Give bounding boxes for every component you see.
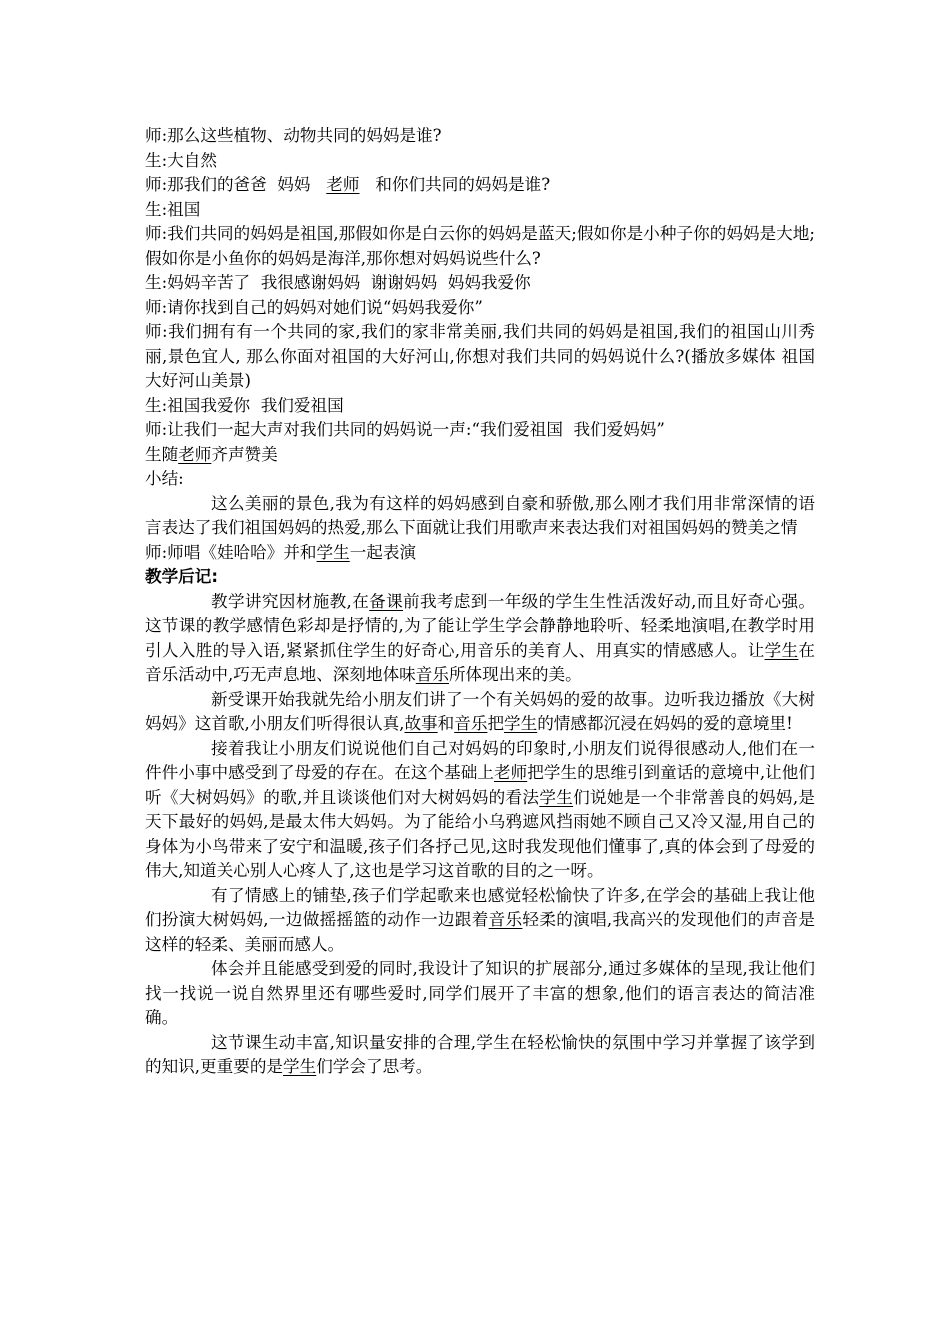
dialogue-line xyxy=(145,271,815,296)
dialogue-line xyxy=(145,443,815,468)
dialogue-text: 小结: xyxy=(145,469,184,488)
paragraph-text: 的情感都沉浸在妈妈的爱的意境里! xyxy=(537,714,793,733)
dialogue-text: 师:我们共同的妈妈是祖国,那假如你是白云你的妈妈是蓝天;假如你是小种子你的妈妈是大地;假如你是小鱼你的妈妈是海洋,那你想对妈妈说些什么? xyxy=(145,224,815,268)
section-heading: 教学后记: xyxy=(145,567,219,586)
student-link[interactable]: 学生 xyxy=(504,714,538,733)
reflection-paragraph xyxy=(145,688,815,737)
dialogue-text: 生:大自然 xyxy=(145,150,217,170)
paragraph-text: 新受课开始我就先给小朋友们讲了一个有关妈妈的爱的故事。边听我边播放《大树妈妈》这首歌,小朋友们听得很认真, xyxy=(145,689,815,733)
reflection-paragraph xyxy=(145,957,815,1031)
dialogue-text: 齐声赞美 xyxy=(211,444,278,464)
document-page xyxy=(145,124,815,1080)
teacher-link[interactable]: 老师 xyxy=(326,175,360,194)
dialogue-line xyxy=(145,149,815,174)
dialogue-text: 师:那我们的爸爸 妈妈 xyxy=(145,175,327,194)
dialogue-line xyxy=(145,394,815,419)
dialogue-line xyxy=(145,173,815,198)
teacher-link[interactable]: 老师 xyxy=(178,444,212,464)
summary-paragraph xyxy=(145,492,815,541)
dialogue-text: 师:让我们一起大声对我们共同的妈妈说一声:“我们爱祖国 我们爱妈妈” xyxy=(145,420,665,439)
story-link[interactable]: 故事 xyxy=(404,714,438,733)
paragraph-text: 把 xyxy=(487,714,505,733)
dialogue-text: 师:师唱《娃哈哈》并和 xyxy=(145,542,317,562)
music-link[interactable]: 音乐 xyxy=(488,910,523,929)
reflection-paragraph xyxy=(145,737,815,884)
paragraph-text: 这节课生动丰富,知识量安排的合理,学生在轻松愉快的氛围中学习并掌握了该学到的知识,更重要的是 xyxy=(145,1032,815,1076)
student-link[interactable]: 学生 xyxy=(539,787,574,807)
student-link[interactable]: 学生 xyxy=(283,1057,317,1076)
dialogue-text: 生:祖国 xyxy=(145,199,201,219)
paragraph-text: 轻柔的演唱,我高兴的发现他们的声音是这样的轻柔、美丽而感人。 xyxy=(145,910,816,954)
music-link[interactable]: 音乐 xyxy=(454,714,488,733)
student-link[interactable]: 学生 xyxy=(316,542,350,562)
dialogue-line xyxy=(145,418,815,443)
music-link[interactable]: 音乐 xyxy=(415,665,449,684)
closing-line xyxy=(145,541,815,566)
dialogue-line xyxy=(145,222,815,271)
dialogue-line xyxy=(145,198,815,223)
paragraph-text: 所体现出来的美。 xyxy=(448,665,582,684)
dialogue-text: 师:请你找到自己的妈妈对她们说“妈妈我爱你” xyxy=(145,297,483,317)
summary-label xyxy=(145,467,815,492)
student-link[interactable]: 学生 xyxy=(764,640,799,660)
dialogue-text: 生:祖国我爱你 我们爱祖国 xyxy=(145,395,344,415)
teacher-link[interactable]: 老师 xyxy=(493,763,528,782)
dialogue-text: 生随 xyxy=(145,444,179,464)
reflection-paragraph xyxy=(145,884,815,958)
dialogue-text: 一起表演 xyxy=(349,542,417,562)
lesson-prep-link[interactable]: 备课 xyxy=(369,591,404,611)
dialogue-line xyxy=(145,296,815,321)
paragraph-text: 们学会了思考。 xyxy=(316,1057,433,1076)
paragraph-text: 们说她是一个非常善良的妈妈,是天下最好的妈妈,是最太伟大妈妈。为了能给小乌鸦遮风挡雨她不顾自己又冷又湿,用自己的身体为小鸟带来了安宁和温暖,孩子们各抒己见,这时我发现他们懂事了,真的体会到了母爱的伟大,知道关心别人心疼人了,这也是学习这首歌的目的之一呀。 xyxy=(145,787,816,880)
paragraph-text: 有了情感上的铺垫,孩子们学起歌来也感觉轻松愉快了许多,在学会的基础上我让他们扮演大树妈妈,一边做摇摇篮的动作一边跟着 xyxy=(145,885,815,929)
reflection-paragraph xyxy=(145,590,815,688)
reflection-paragraph xyxy=(145,1031,815,1080)
dialogue-text: 生:妈妈辛苦了 我很感谢妈妈 谢谢妈妈 妈妈我爱你 xyxy=(145,273,531,292)
paragraph-text: 把学生的思维引到童话的意境中,让他们听《大树妈妈》的歌,并且谈谈他们对大树妈妈的看法 xyxy=(145,763,816,807)
summary-text: 这么美丽的景色,我为有这样的妈妈感到自豪和骄傲,那么刚才我们用非常深情的语言表达了我们祖国妈妈的热爱,那么下面就让我们用歌声来表达我们对祖国妈妈的赞美之情 xyxy=(145,493,815,537)
dialogue-text: 和你们共同的妈妈是谁? xyxy=(359,175,551,194)
paragraph-text: 体会并且能感受到爱的同时,我设计了知识的扩展部分,通过多媒体的呈现,我让他们找一找说一说自然界里还有哪些爱时,同学们展开了丰富的想象,他们的语言表达的简洁准确。 xyxy=(145,959,815,1027)
dialogue-text: 师:我们拥有有一个共同的家,我们的家非常美丽,我们共同的妈妈是祖国,我们的祖国山川秀丽,景色宜人, 那么你面对祖国的大好河山,你想对我们共同的妈妈说什么?(播放多媒体 祖国大好河山美景) xyxy=(145,322,815,390)
paragraph-text: 前我考虑到一年级的学生生性活泼好动,而且好奇心强。这节课的教学感情色彩却是抒情的,为了能让学生学会静静地聆听、轻柔地演唱,在教学时用引人入胜的导入语,紧紧抓住学生的好奇心,用音乐的美育人、用真实的情感感人。让 xyxy=(145,591,815,660)
paragraph-text: 教学讲究因材施教,在 xyxy=(211,591,370,611)
paragraph-text: 接着我让小朋友们说说他们自己对妈妈的印象时,小朋友们说得很感动人,他们在一件件小事中感受到了母爱的存在。在这个基础上 xyxy=(145,738,815,782)
dialogue-line xyxy=(145,124,815,149)
dialogue-text: 师:那么这些植物、动物共同的妈妈是谁? xyxy=(145,126,442,145)
dialogue-line xyxy=(145,320,815,394)
paragraph-text: 在音乐活动中,巧无声息地、深刻地体味 xyxy=(145,640,815,684)
paragraph-text: 和 xyxy=(437,714,455,733)
